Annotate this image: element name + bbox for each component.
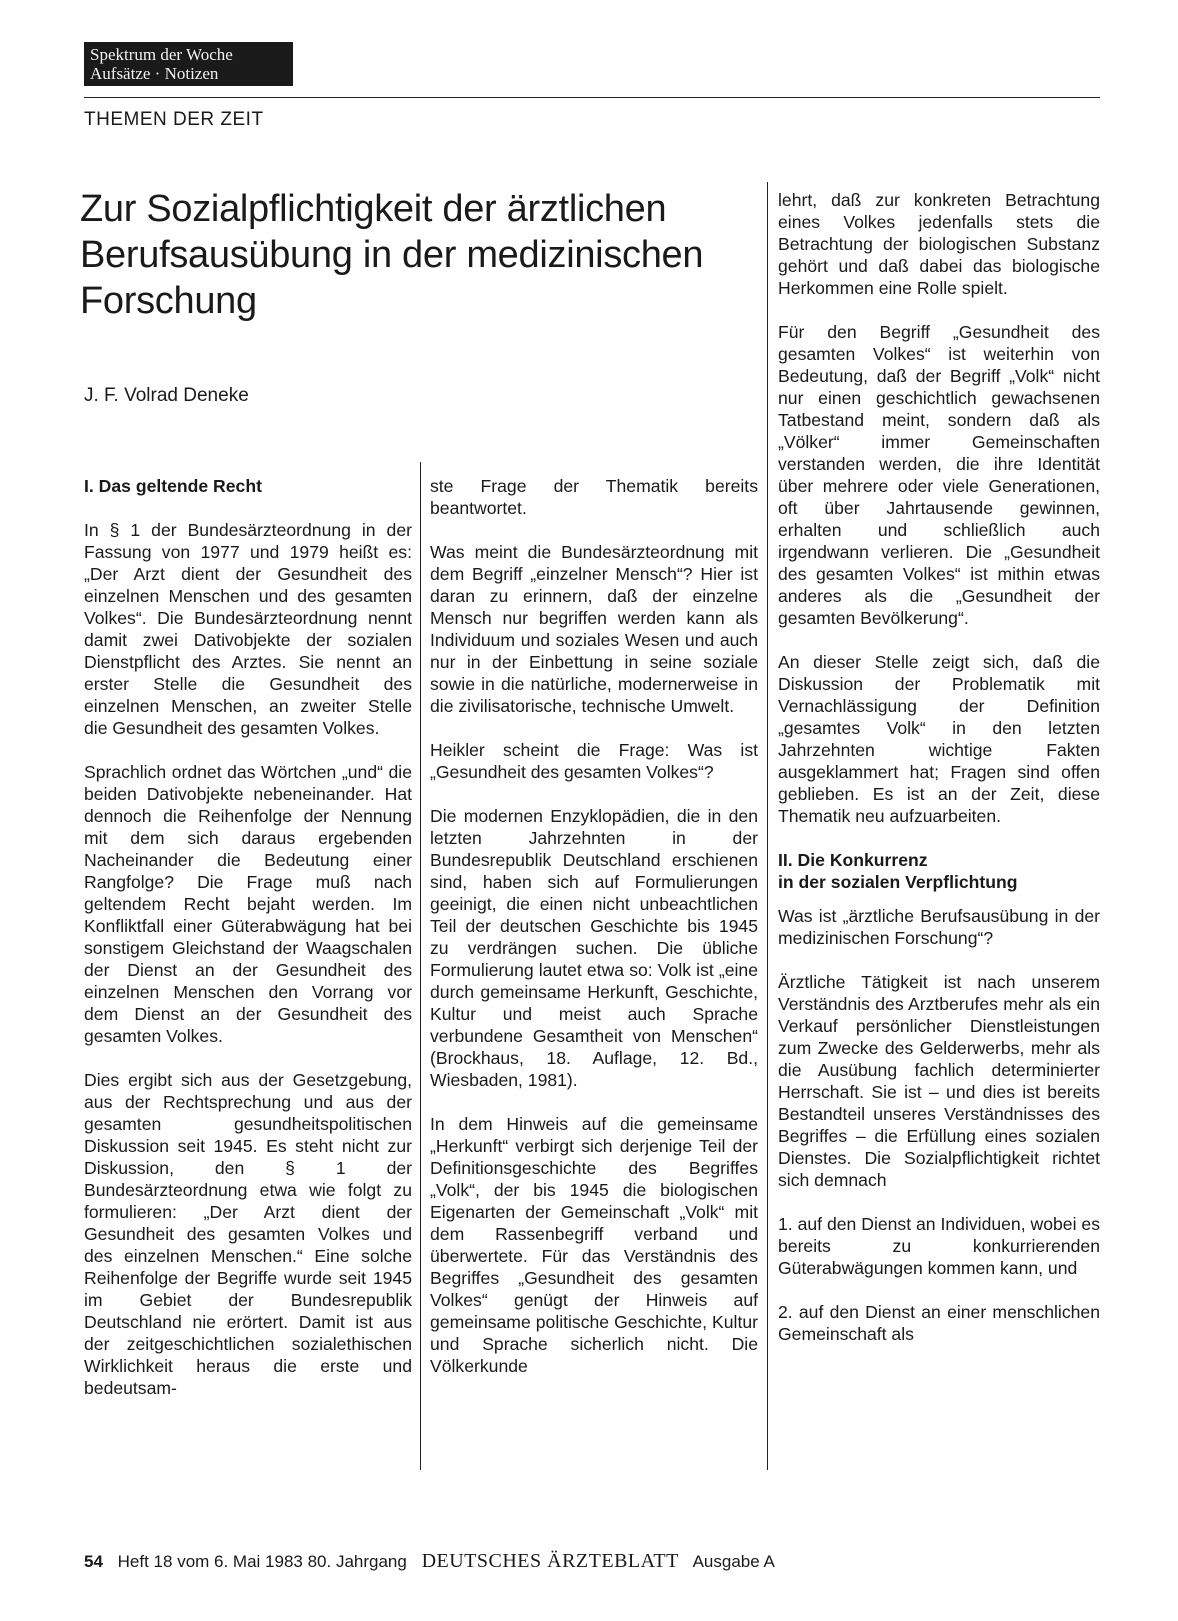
column-3 [778,189,1100,1367]
column-2 [430,475,758,1399]
edition: Ausgabe A [692,1552,775,1571]
page-number: 54 [84,1552,103,1571]
paragraph: Dies ergibt sich aus der Gesetzgebung, aus der Rechtsprechung und aus der gesamten gesundheitspolitischen Diskussion seit 1945. Es steht nicht zur Diskussion, den § 1 der Bundesärzteordnung etwa wie folgt zu formulieren: „Der Arzt dient der Gesundheit des gesamten Volkes und des einzelnen Menschen.“ Eine solche Reihenfolge der Begriffe wurde seit 1945 im Gebiet der Bundesrepublik Deutschland nie erörtert. Damit ist aus der zeitgeschichtlichen sozialethischen Wirklichkeit heraus die erste und bedeutsam- [84,1070,412,1398]
page-footer [84,1550,775,1573]
heading-geltendes-recht: I. Das geltende Recht [84,476,262,496]
paragraph: Was meint die Bundesärzteordnung mit dem Begriff „einzelner Mensch“? Hier ist daran zu erinnern, daß der einzelne Mensch nur begriffen werden kann als Individuum und soziales Wesen und auch nur in der Einbettung in seine soziale sowie in die natürliche, modernerweise in die zivilisatorische, technische Umwelt. [430,542,758,716]
paragraph: In § 1 der Bundesärzteordnung in der Fassung von 1977 und 1979 heißt es: „Der Arzt dient der Gesundheit des einzelnen Menschen und des gesamten Volkes“. Die Bundesärzteordnung nennt damit zwei Dativobjekte der sozialen Dienstpflicht des Arztes. Sie nennt an erster Stelle die Gesundheit des einzelnen Menschen, an zweiter Stelle die Gesundheit des gesamten Volkes. [84,520,412,738]
top-rule [84,97,1100,98]
column-divider-2 [767,182,768,1470]
paragraph: Die modernen Enzyklopädien, die in den letzten Jahrzehnten in der Bundesrepublik Deutschland erschienen sind, haben sich auf Formulierungen geeinigt, die einen nicht unbeachtlichen Teil der deutschen Geschichte bis 1945 zu verdrängen suchen. Die übliche Formulierung lautet etwa so: Volk ist „eine durch gemeinsame Herkunft, Geschichte, Kultur und meist auch Sprache verbundene Gesamtheit von Menschen“ (Brockhaus, 18. Auflage, 12. Bd., Wiesbaden, 1981). [430,806,758,1090]
paragraph: An dieser Stelle zeigt sich, daß die Diskussion der Problematik mit Vernachlässigung der Definition „gesamtes Volk“ in den letzten Jahrzehnten wichtige Fakten ausgeklammert hat; Fragen sind offen geblieben. Es ist an der Zeit, diese Thematik neu aufzuarbeiten. [778,652,1100,826]
heading-konkurrenz [778,849,1100,893]
paragraph: Für den Begriff „Gesundheit des gesamten Volkes“ ist weiterhin von Bedeutung, daß der Begriff „Volk“ nicht nur einen geschichtlich gewachsenen Tatbestand meint, sondern daß als „Völker“ immer Gemeinschaften verstanden werden, die ihre Identität über mehrere oder viele Generationen, oft über Jahrtausende gewinnen, erhalten und schließlich auch irgendwann verlieren. Die „Gesundheit des gesamten Volkes“ ist mithin etwas anderes als die „Gesundheit der gesamten Bevölkerung“. [778,322,1100,628]
paragraph: Sprachlich ordnet das Wörtchen „und“ die beiden Dativobjekte nebeneinander. Hat dennoch die Reihenfolge der Nennung mit dem sich daraus ergebenden Nacheinander die Bedeutung einer Rangfolge? Die Frage muß nach geltendem Recht bejaht werden. Im Konfliktfall einer Güterabwägung hat bei sonstigem Gleichstand der Waagschalen der Dienst an der Gesundheit des einzelnen Menschen den Vorrang vor dem Dienst an der Gesundheit des gesamten Volkes. [84,762,412,1046]
article-title: Zur Sozialpflichtigkeit der ärztlichen Berufsausübung in der medizinischen Forschung [80,188,704,322]
paragraph: lehrt, daß zur konkreten Betrachtung eines Volkes jedenfalls stets die Betrachtung der biologischen Substanz gehört und daß dabei das biologische Herkommen eine Rolle spielt. [778,190,1100,298]
paragraph: Heikler scheint die Frage: Was ist „Gesundheit des gesamten Volkes“? [430,740,758,782]
section-label: THEMEN DER ZEIT [84,109,264,130]
paragraph: ste Frage der Thematik bereits beantwortet. [430,476,758,518]
header-line-2: Aufsätze · Notizen [90,64,219,83]
section-header-box [84,42,293,86]
author: J. F. Volrad Deneke [84,385,249,406]
paragraph: Was ist „ärztliche Berufsausübung in der medizinischen Forschung“? [778,906,1100,948]
journal-name: DEUTSCHES ÄRZTEBLATT [421,1550,679,1572]
issue-info: Heft 18 vom 6. Mai 1983 80. Jahrgang [117,1552,407,1571]
paragraph: Ärztliche Tätigkeit ist nach unserem Verständnis des Arztberufes mehr als ein Verkauf persönlicher Dienstleistungen zum Zwecke des Gelderwerbs, mehr als die Ausübung fachlich determinierter Herrschaft. Sie ist – und dies ist bereits Bestandteil unseres Verständnisses des Begriffes – die Erfüllung eines sozialen Dienstes. Die Sozialpflichtigkeit richtet sich demnach [778,972,1100,1190]
paragraph: 2. auf den Dienst an einer menschlichen Gemeinschaft als [778,1302,1100,1344]
column-1 [84,475,412,1421]
paragraph: In dem Hinweis auf die gemeinsame „Herkunft“ verbirgt sich derjenige Teil der Definitionsgeschichte des Begriffes „Volk“, der bis 1945 die biologischen Eigenarten der Gemeinschaft „Volk“ mit dem Rassenbegriff verband und überwertete. Für das Verständnis des Begriffes „Gesundheit des gesamten Volkes“ genügt der Hinweis auf gemeinsame politische Geschichte, Kultur und Sprache sicherlich nicht. Die Völkerkunde [430,1114,758,1376]
header-line-1: Spektrum der Woche [90,45,233,64]
heading-konkurrenz-line-1: II. Die Konkurrenz [778,850,928,870]
paragraph: 1. auf den Dienst an Individuen, wobei es bereits zu konkurrierenden Güterabwägungen kommen kann, und [778,1214,1100,1278]
heading-konkurrenz-line-2: in der sozialen Verpflichtung [778,872,1018,892]
column-divider-1 [420,462,421,1470]
